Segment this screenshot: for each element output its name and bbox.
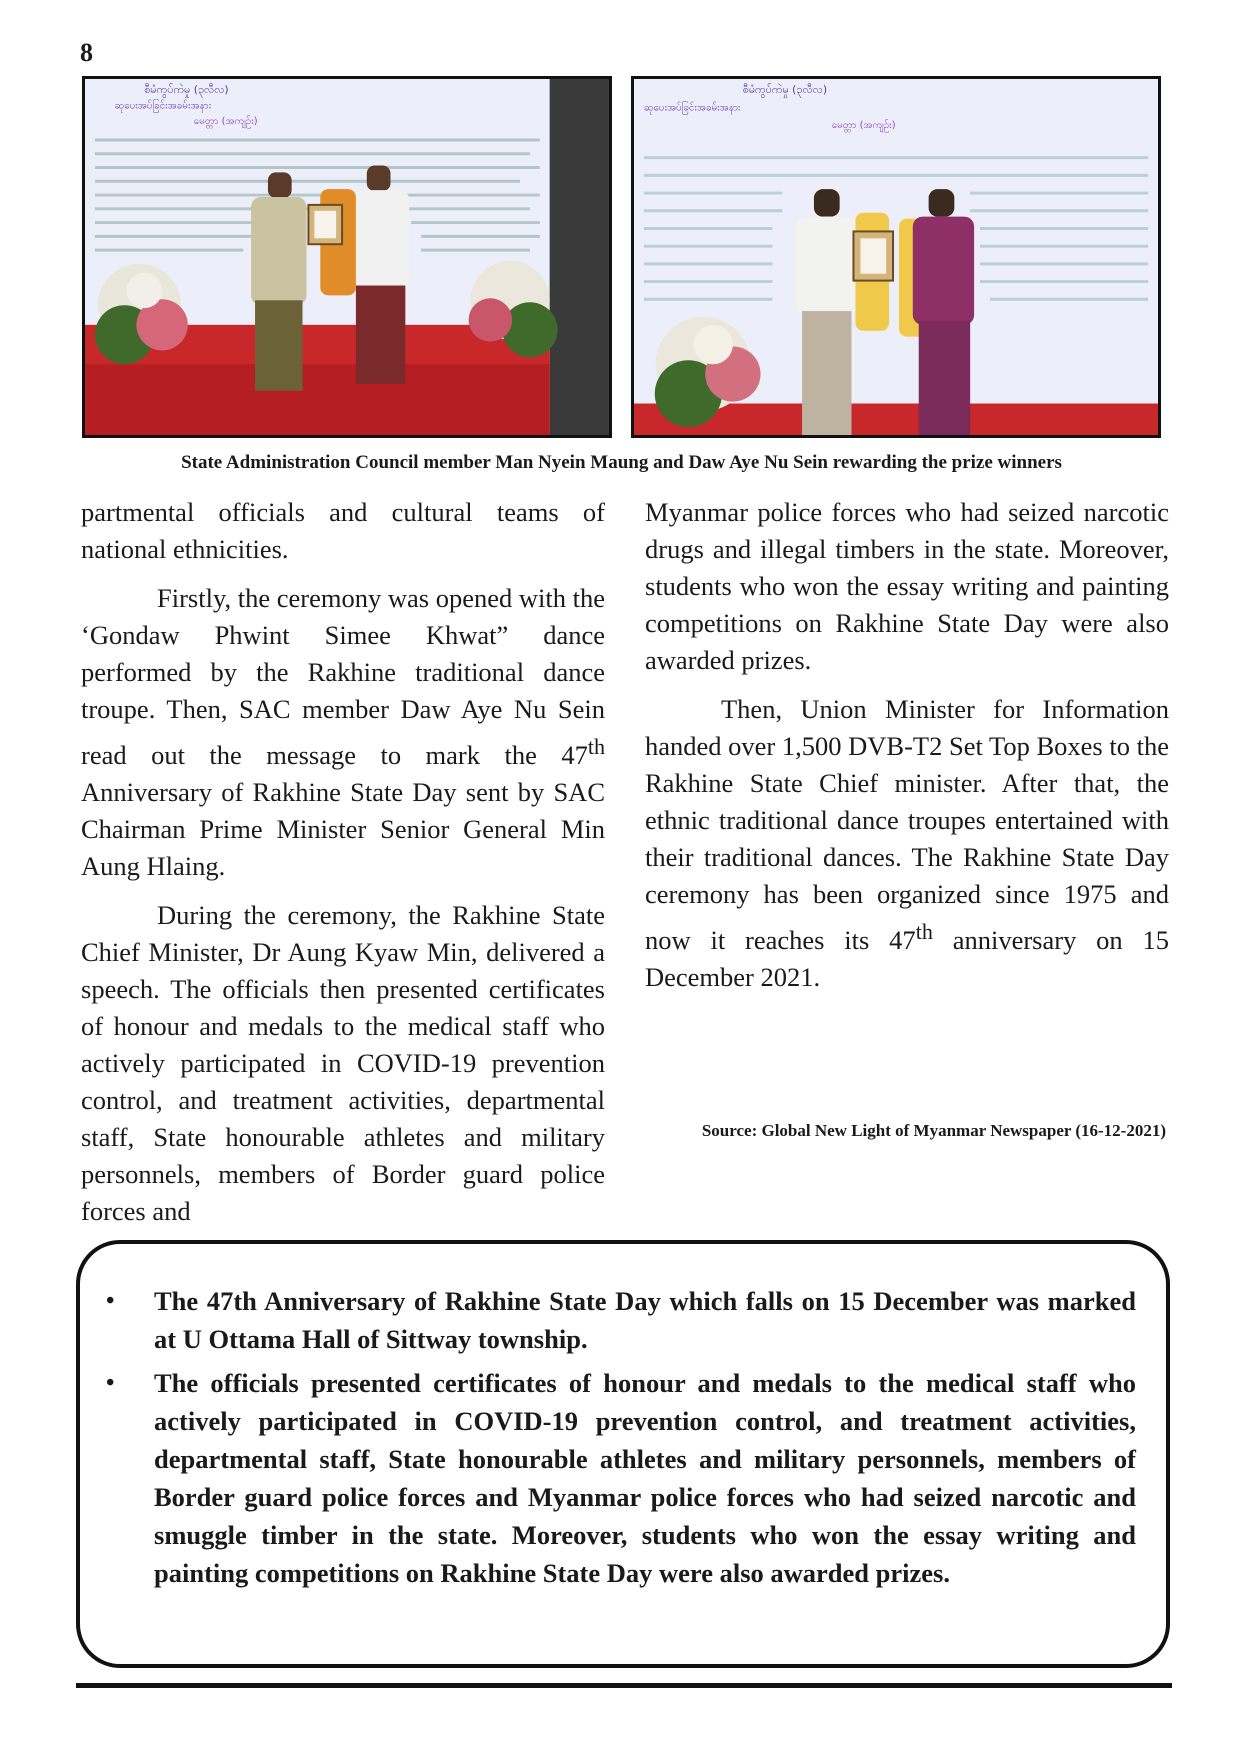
screen-text-line: မေတ္တာ (အကျဉ်း): [193, 116, 258, 128]
paragraph: [645, 691, 1169, 996]
summary-list: [106, 1282, 1136, 1592]
article-right-column: [645, 494, 1169, 1008]
screen-text-line: ဆုပေးအပ်ခြင်းအခမ်းအနား: [114, 100, 212, 112]
screen-text-line: မေတ္တာ (အကျဉ်း): [831, 120, 896, 132]
paragraph: partmental officials and cultural teams of national ethnicities.: [81, 497, 605, 564]
ordinal-number: 47: [561, 739, 588, 770]
source-credit: Source: Global New Light of Myanmar Newspaper (16-12-2021): [701, 1121, 1166, 1140]
summary-item: [106, 1364, 1136, 1592]
screen-text-line: စီမံကွပ်ကဲမှု (၃လီလ): [144, 82, 229, 96]
paragraph-text: Anniversary of Rakhine State Day sent by SAC Chairman Prime Minister Senior General Min Aung Hlaing.: [81, 776, 605, 881]
award-photo-left: [82, 76, 612, 438]
photo-caption: State Administration Council member Man Nyein Maung and Daw Aye Nu Sein rewarding the prize winners: [181, 452, 1062, 473]
article-left-column: [81, 494, 605, 1242]
bottom-rule: [76, 1683, 1172, 1688]
paragraph-text: Firstly, the ceremony was opened with the ‘Gondaw Phwint Simee Khwat” dance performed by the Rakhine traditional dance troupe. Then, SAC member Daw Aye Nu Sein read out the message to mark the: [81, 583, 605, 770]
ordinal-suffix: th: [587, 734, 606, 759]
summary-box: [76, 1240, 1170, 1668]
paragraph: [81, 580, 605, 885]
ordinal-suffix: th: [915, 919, 933, 944]
screen-text-line: စီမံကွပ်ကဲမှု (၃လီလ): [742, 82, 828, 96]
award-photo-right: [631, 76, 1161, 438]
bullet-icon: •: [106, 1370, 115, 1396]
paragraph-text: anniversary on 15 December 2021.: [645, 924, 1169, 992]
paragraph-text: Then, Union Minister for Information handed over 1,500 DVB-T2 Set Top Boxes to the Rakhine State Chief minister. After that, the ethnic traditional dance troupes entertained with their traditional dances. The Rakhine State Day ceremony has been organized since 1975 and now it reaches its 47: [645, 694, 1169, 955]
page-number: 8: [80, 38, 93, 67]
screen-text-line: ဆုပေးအပ်ခြင်းအခမ်းအနား: [643, 102, 741, 114]
paragraph: During the ceremony, the Rakhine State Chief Minister, Dr Aung Kyaw Min, delivered a speech. The officials then presented certificates of honour and medals to the medical staff who actively participated in COVID-19 prevention control, and treatment activities, departmental staff, State honourable athletes and military personnels, members of Border guard police forces and: [81, 899, 605, 1226]
summary-item: [106, 1282, 1136, 1358]
bullet-icon: •: [106, 1288, 115, 1314]
paragraph: Myanmar police forces who had seized narcotic drugs and illegal timbers in the state. Moreover, students who won the essay writing and painting competitions on Rakhine State Day were also awarded prizes.: [645, 497, 1169, 675]
summary-item-text: The officials presented certificates of honour and medals to the medical staff who actively participated in COVID-19 prevention control, and treatment activities, departmental staff, State honourable athletes and military personnels, members of Border guard police forces and Myanmar police forces who had seized narcotic and smuggle timber in the state. Moreover, students who won the essay writing and painting competitions on Rakhine State Day were also awarded prizes.: [154, 1368, 1136, 1588]
summary-item-text: The 47th Anniversary of Rakhine State Day which falls on 15 December was marked at U Ottama Hall of Sittway township.: [154, 1286, 1136, 1354]
